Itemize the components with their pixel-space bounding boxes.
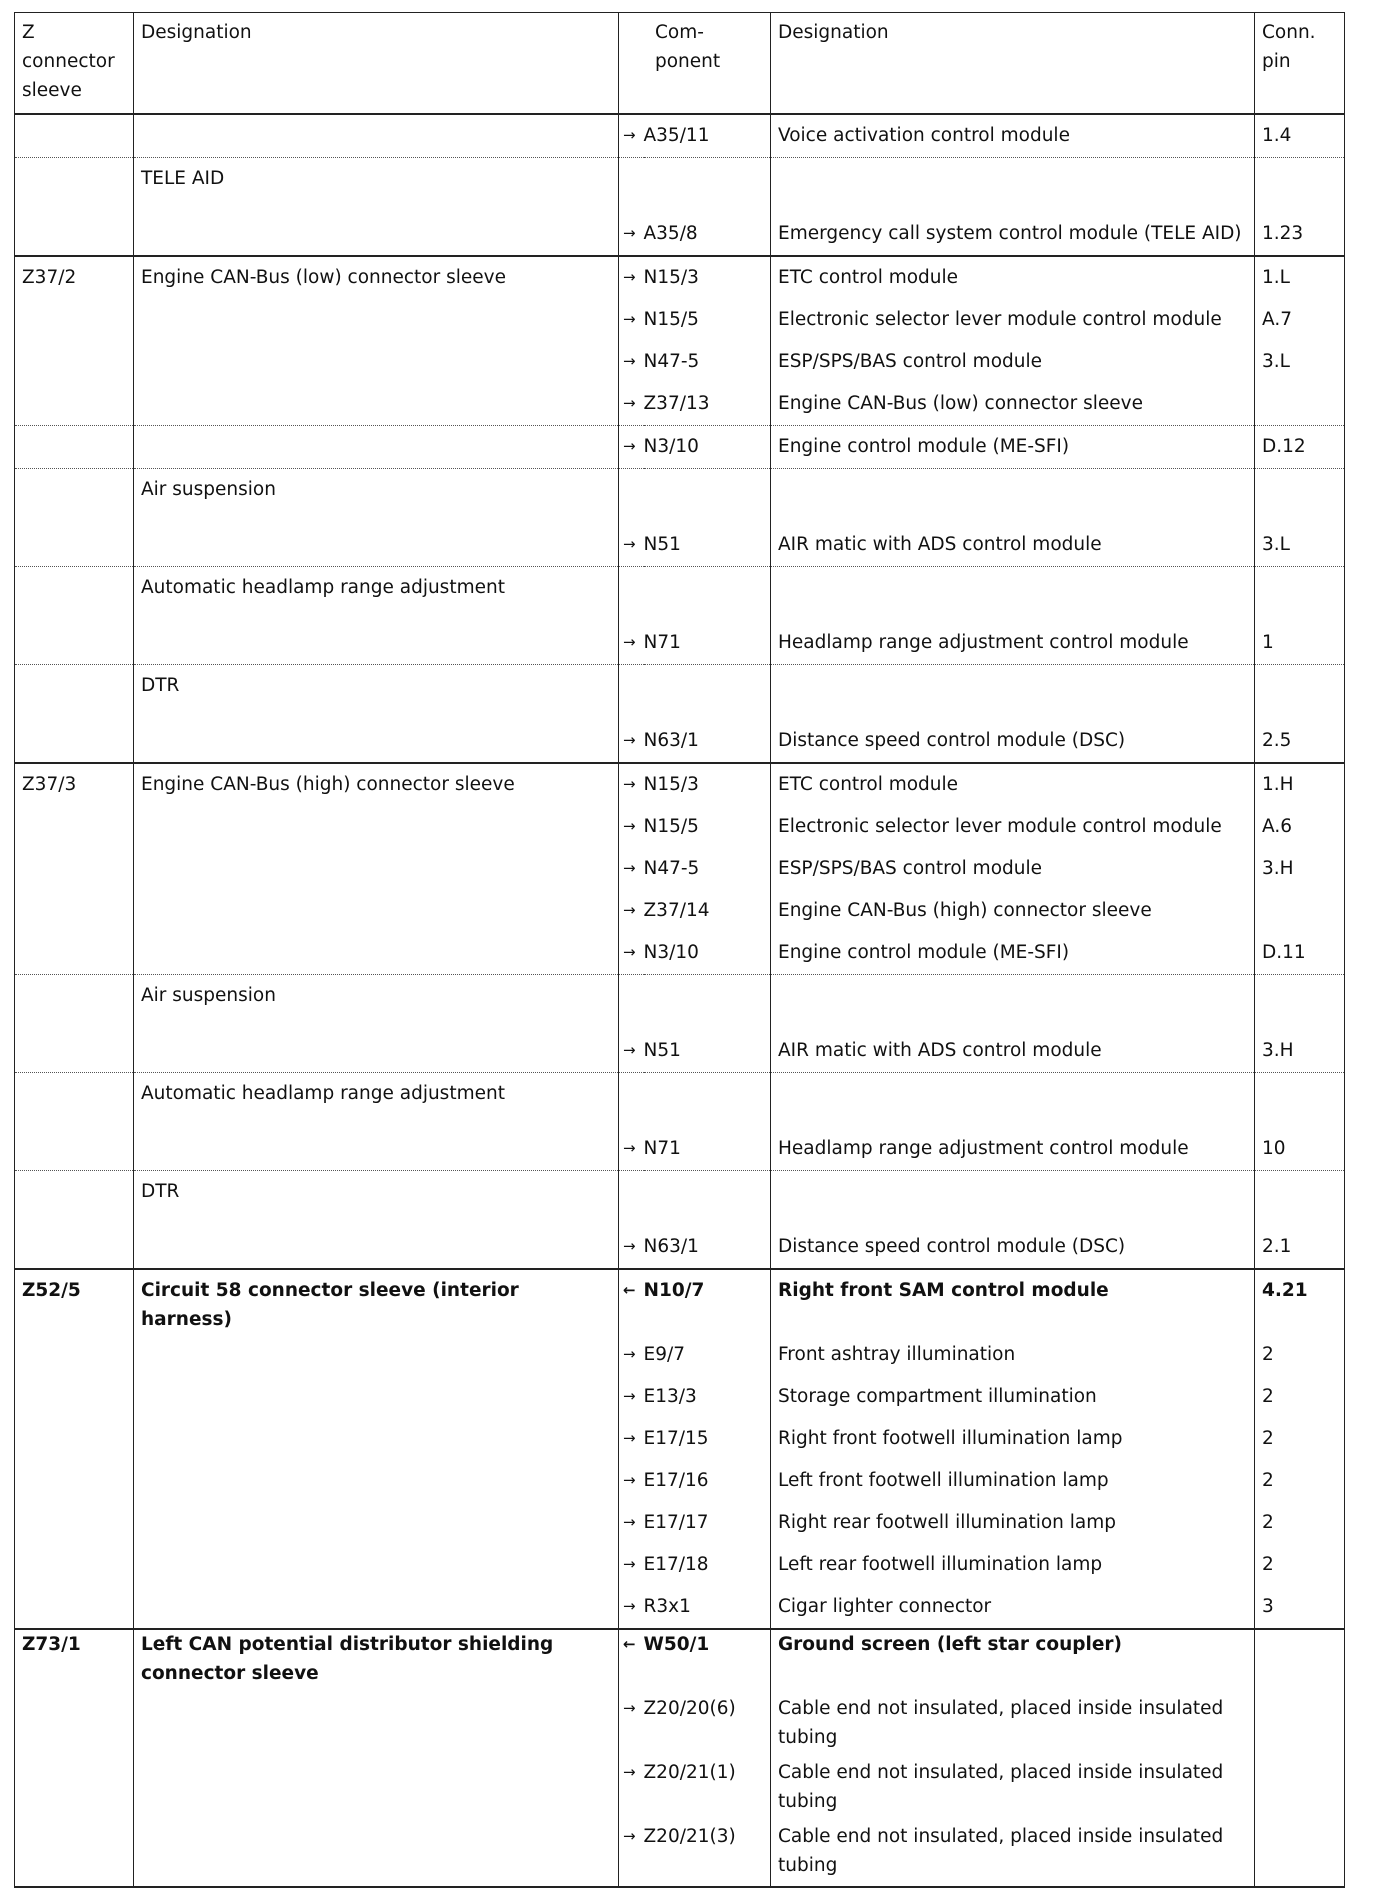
table-row — [15, 1544, 1345, 1586]
row-arrow: → — [623, 1555, 636, 1573]
row-designation — [134, 383, 619, 426]
table-row — [15, 890, 1345, 932]
row-arrow: → — [623, 1763, 636, 1781]
row-connector-pin — [1255, 1694, 1345, 1758]
row-designation: Air suspension — [134, 975, 619, 1031]
row-sleeve — [15, 720, 134, 763]
row-component: W50/1 — [644, 1629, 771, 1694]
row-component: Z37/14 — [644, 890, 771, 932]
row-arrow: → — [619, 256, 644, 299]
row-arrow: → — [623, 859, 636, 877]
row-designation — [134, 1822, 619, 1887]
row-sleeve — [15, 524, 134, 567]
row-arrow: → — [623, 394, 636, 412]
row-component — [644, 567, 771, 623]
table-row — [15, 665, 1345, 721]
row-component: N51 — [644, 1030, 771, 1073]
table-row — [15, 1460, 1345, 1502]
row-component-designation: Cable end not insulated, placed inside insulated tubing — [771, 1694, 1255, 1758]
row-component: N15/5 — [644, 806, 771, 848]
row-component: R3x1 — [644, 1586, 771, 1629]
row-component: N47-5 — [644, 341, 771, 383]
table-row — [15, 383, 1345, 426]
row-designation — [134, 848, 619, 890]
row-designation: Air suspension — [134, 469, 619, 525]
row-connector-pin: D.12 — [1255, 426, 1345, 469]
row-arrow — [619, 158, 644, 214]
row-connector-pin — [1255, 158, 1345, 214]
row-connector-pin: 4.21 — [1255, 1269, 1345, 1334]
row-component-designation: AIR matic with ADS control module — [771, 1030, 1255, 1073]
row-component — [644, 469, 771, 525]
row-connector-pin: A.6 — [1255, 806, 1345, 848]
table-row — [15, 806, 1345, 848]
row-connector-pin — [1255, 469, 1345, 525]
row-sleeve — [15, 1822, 134, 1887]
row-connector-pin — [1255, 383, 1345, 426]
header-component-designation: Designation — [771, 13, 1255, 115]
row-sleeve — [15, 158, 134, 214]
row-component-designation — [771, 1171, 1255, 1227]
table-row — [15, 1334, 1345, 1376]
table-row — [15, 567, 1345, 623]
row-designation: Left CAN potential distributor shielding connector sleeve — [134, 1629, 619, 1694]
row-connector-pin: 2 — [1255, 1460, 1345, 1502]
row-component-designation: Right front SAM control module — [771, 1269, 1255, 1334]
row-component: N51 — [644, 524, 771, 567]
row-component-designation — [771, 1073, 1255, 1129]
row-component-designation: Distance speed control module (DSC) — [771, 1226, 1255, 1269]
row-connector-pin: 2.5 — [1255, 720, 1345, 763]
row-designation — [134, 1502, 619, 1544]
row-connector-pin — [1255, 567, 1345, 623]
row-arrow: → — [623, 224, 636, 242]
row-component: N15/3 — [644, 256, 771, 299]
row-connector-pin: A.7 — [1255, 299, 1345, 341]
table-row — [15, 622, 1345, 665]
table-row — [15, 720, 1345, 763]
row-component-designation: Headlamp range adjustment control module — [771, 1128, 1255, 1171]
row-arrow: → — [623, 1471, 636, 1489]
row-sleeve — [15, 1334, 134, 1376]
table-row — [15, 1502, 1345, 1544]
row-arrow: → — [623, 1345, 636, 1363]
row-arrow: → — [623, 1513, 636, 1531]
row-component: N71 — [644, 1128, 771, 1171]
row-component-designation: Engine CAN-Bus (low) connector sleeve — [771, 383, 1255, 426]
row-connector-pin: 3.L — [1255, 341, 1345, 383]
row-component — [644, 975, 771, 1031]
row-component: A35/8 — [644, 213, 771, 256]
row-arrow: → — [619, 763, 644, 806]
row-sleeve — [15, 213, 134, 256]
row-designation — [134, 1128, 619, 1171]
row-component: Z20/21(3) — [644, 1822, 771, 1887]
table-row — [15, 975, 1345, 1031]
row-designation — [134, 114, 619, 158]
row-sleeve — [15, 1128, 134, 1171]
row-arrow: → — [623, 943, 636, 961]
row-connector-pin: 2 — [1255, 1544, 1345, 1586]
row-sleeve — [15, 469, 134, 525]
row-component-designation: Left front footwell illumination lamp — [771, 1460, 1255, 1502]
row-component: N71 — [644, 622, 771, 665]
row-arrow — [619, 1073, 644, 1129]
row-connector-pin — [1255, 1822, 1345, 1887]
row-connector-pin: 3.L — [1255, 524, 1345, 567]
row-arrow — [619, 1171, 644, 1227]
row-arrow: → — [623, 1597, 636, 1615]
row-sleeve — [15, 567, 134, 623]
row-sleeve — [15, 1376, 134, 1418]
row-component: E17/18 — [644, 1544, 771, 1586]
row-designation — [134, 1758, 619, 1822]
row-sleeve — [15, 1418, 134, 1460]
row-component: Z20/21(1) — [644, 1758, 771, 1822]
row-component: N15/3 — [644, 763, 771, 806]
row-component-designation: Right rear footwell illumination lamp — [771, 1502, 1255, 1544]
row-arrow: → — [623, 901, 636, 919]
row-connector-pin: 3 — [1255, 1586, 1345, 1629]
table-row — [15, 1269, 1345, 1334]
row-arrow: → — [623, 1387, 636, 1405]
row-component-designation: Engine CAN-Bus (high) connector sleeve — [771, 890, 1255, 932]
row-designation — [134, 720, 619, 763]
row-arrow: → — [619, 1822, 644, 1887]
row-component-designation: Engine control module (ME-SFI) — [771, 426, 1255, 469]
row-component: E17/16 — [644, 1460, 771, 1502]
row-designation: Engine CAN-Bus (low) connector sleeve — [134, 256, 619, 299]
row-designation: DTR — [134, 1171, 619, 1227]
row-arrow: → — [623, 310, 636, 328]
row-sleeve — [15, 1460, 134, 1502]
row-arrow: ← — [619, 1629, 644, 1694]
row-designation — [134, 341, 619, 383]
row-connector-pin — [1255, 1171, 1345, 1227]
row-designation — [134, 1226, 619, 1269]
row-arrow — [619, 975, 644, 1031]
row-component-designation: Cigar lighter connector — [771, 1586, 1255, 1629]
table-header-row — [15, 13, 1345, 115]
row-sleeve: Z52/5 — [15, 1269, 134, 1334]
row-designation — [134, 622, 619, 665]
row-designation — [134, 213, 619, 256]
row-component: Z37/13 — [644, 383, 771, 426]
table-row — [15, 1030, 1345, 1073]
row-component — [644, 665, 771, 721]
row-connector-pin — [1255, 975, 1345, 1031]
table-row — [15, 932, 1345, 975]
header-designation: Designation — [134, 13, 619, 115]
table-row — [15, 213, 1345, 256]
row-component: Z20/20(6) — [644, 1694, 771, 1758]
table-row — [15, 114, 1345, 158]
connector-sleeve-document — [14, 12, 1344, 1888]
table-row — [15, 1226, 1345, 1269]
table-body — [15, 114, 1345, 1887]
row-component: A35/11 — [644, 114, 771, 158]
row-component-designation: ETC control module — [771, 256, 1255, 299]
row-designation — [134, 524, 619, 567]
row-arrow: ← — [619, 1269, 644, 1334]
table-row — [15, 469, 1345, 525]
row-arrow: → — [623, 1429, 636, 1447]
row-designation — [134, 806, 619, 848]
row-sleeve — [15, 299, 134, 341]
row-designation — [134, 1334, 619, 1376]
row-component: E17/17 — [644, 1502, 771, 1544]
row-sleeve: Z73/1 — [15, 1629, 134, 1694]
row-arrow: → — [623, 352, 636, 370]
row-sleeve — [15, 114, 134, 158]
row-arrow — [619, 469, 644, 525]
row-designation: DTR — [134, 665, 619, 721]
row-designation — [134, 1030, 619, 1073]
row-designation: Automatic headlamp range adjustment — [134, 567, 619, 623]
row-connector-pin: 3.H — [1255, 1030, 1345, 1073]
row-designation — [134, 1544, 619, 1586]
row-component: N47-5 — [644, 848, 771, 890]
row-designation — [134, 299, 619, 341]
row-connector-pin — [1255, 1629, 1345, 1694]
row-connector-pin: 2.1 — [1255, 1226, 1345, 1269]
row-component-designation: Right front footwell illumination lamp — [771, 1418, 1255, 1460]
row-sleeve — [15, 1544, 134, 1586]
row-designation — [134, 1460, 619, 1502]
row-connector-pin: 3.H — [1255, 848, 1345, 890]
row-component-designation: Storage compartment illumination — [771, 1376, 1255, 1418]
row-sleeve — [15, 341, 134, 383]
table-row — [15, 1418, 1345, 1460]
table-row — [15, 299, 1345, 341]
row-designation — [134, 1694, 619, 1758]
row-connector-pin: 2 — [1255, 1376, 1345, 1418]
row-designation — [134, 1586, 619, 1629]
row-sleeve — [15, 426, 134, 469]
row-connector-pin: 2 — [1255, 1334, 1345, 1376]
row-component — [644, 1171, 771, 1227]
row-connector-pin: 1.4 — [1255, 114, 1345, 158]
row-component — [644, 158, 771, 214]
row-arrow: → — [623, 731, 636, 749]
row-component: E9/7 — [644, 1334, 771, 1376]
row-component: N15/5 — [644, 299, 771, 341]
row-component-designation: Front ashtray illumination — [771, 1334, 1255, 1376]
row-component-designation — [771, 469, 1255, 525]
row-component-designation: ESP/SPS/BAS control module — [771, 341, 1255, 383]
row-sleeve — [15, 1586, 134, 1629]
table-row — [15, 1694, 1345, 1758]
table-row — [15, 341, 1345, 383]
row-sleeve — [15, 1171, 134, 1227]
row-component: N3/10 — [644, 932, 771, 975]
table-row — [15, 1073, 1345, 1129]
row-arrow: → — [623, 633, 636, 651]
row-component-designation — [771, 158, 1255, 214]
row-designation: Engine CAN-Bus (high) connector sleeve — [134, 763, 619, 806]
table-row — [15, 1586, 1345, 1629]
row-component-designation: Headlamp range adjustment control module — [771, 622, 1255, 665]
row-component-designation: Engine control module (ME-SFI) — [771, 932, 1255, 975]
header-connector-pin: Conn. pin — [1255, 13, 1345, 115]
row-component-designation: Cable end not insulated, placed inside insulated tubing — [771, 1758, 1255, 1822]
row-component — [644, 1073, 771, 1129]
row-arrow: → — [623, 126, 636, 144]
row-component-designation: Emergency call system control module (TELE AID) — [771, 213, 1255, 256]
row-component-designation: Cable end not insulated, placed inside insulated tubing — [771, 1822, 1255, 1887]
row-component-designation: ETC control module — [771, 763, 1255, 806]
row-component: N63/1 — [644, 720, 771, 763]
row-arrow: → — [623, 1237, 636, 1255]
row-component-designation: Distance speed control module (DSC) — [771, 720, 1255, 763]
row-arrow: → — [619, 426, 644, 469]
table-row — [15, 524, 1345, 567]
table-row — [15, 848, 1345, 890]
row-sleeve — [15, 1502, 134, 1544]
row-connector-pin: 1.H — [1255, 763, 1345, 806]
row-sleeve — [15, 932, 134, 975]
row-sleeve: Z37/3 — [15, 763, 134, 806]
row-connector-pin: 2 — [1255, 1502, 1345, 1544]
row-connector-pin: 1.L — [1255, 256, 1345, 299]
row-sleeve — [15, 665, 134, 721]
row-designation — [134, 1418, 619, 1460]
table-row — [15, 426, 1345, 469]
row-sleeve — [15, 806, 134, 848]
row-connector-pin — [1255, 665, 1345, 721]
row-connector-pin: 1.23 — [1255, 213, 1345, 256]
row-sleeve — [15, 383, 134, 426]
row-component: E17/15 — [644, 1418, 771, 1460]
row-connector-pin — [1255, 1073, 1345, 1129]
row-sleeve: Z37/2 — [15, 256, 134, 299]
row-component-designation — [771, 567, 1255, 623]
row-designation: Automatic headlamp range adjustment — [134, 1073, 619, 1129]
row-designation — [134, 426, 619, 469]
row-sleeve — [15, 1073, 134, 1129]
connector-sleeve-table — [14, 12, 1345, 1888]
table-row — [15, 1822, 1345, 1887]
row-component-designation: Left rear footwell illumination lamp — [771, 1544, 1255, 1586]
row-arrow — [619, 567, 644, 623]
row-sleeve — [15, 1226, 134, 1269]
table-row — [15, 1376, 1345, 1418]
row-arrow: → — [623, 1041, 636, 1059]
table-row — [15, 1128, 1345, 1171]
row-sleeve — [15, 1030, 134, 1073]
table-row — [15, 256, 1345, 299]
row-component-designation: Electronic selector lever module control module — [771, 806, 1255, 848]
row-component: N63/1 — [644, 1226, 771, 1269]
row-designation: Circuit 58 connector sleeve (interior harness) — [134, 1269, 619, 1334]
row-arrow: → — [623, 535, 636, 553]
row-designation — [134, 932, 619, 975]
row-connector-pin: 2 — [1255, 1418, 1345, 1460]
row-component: N10/7 — [644, 1269, 771, 1334]
row-sleeve — [15, 848, 134, 890]
row-connector-pin — [1255, 1758, 1345, 1822]
row-sleeve — [15, 975, 134, 1031]
row-component-designation: Ground screen (left star coupler) — [771, 1629, 1255, 1694]
row-component: E13/3 — [644, 1376, 771, 1418]
row-sleeve — [15, 890, 134, 932]
row-component-designation — [771, 975, 1255, 1031]
table-row — [15, 1758, 1345, 1822]
row-connector-pin: 1 — [1255, 622, 1345, 665]
header-component-label: Com- ponent — [655, 22, 721, 72]
row-connector-pin: 10 — [1255, 1128, 1345, 1171]
table-row — [15, 158, 1345, 214]
header-z-connector-sleeve: Z connector sleeve — [15, 13, 134, 115]
row-component-designation: Electronic selector lever module control module — [771, 299, 1255, 341]
row-sleeve — [15, 1694, 134, 1758]
row-designation — [134, 1376, 619, 1418]
header-component — [619, 13, 771, 115]
row-connector-pin — [1255, 890, 1345, 932]
row-component-designation: Voice activation control module — [771, 114, 1255, 158]
row-connector-pin: D.11 — [1255, 932, 1345, 975]
row-designation — [134, 890, 619, 932]
row-arrow: → — [623, 1139, 636, 1157]
row-sleeve — [15, 622, 134, 665]
table-row — [15, 1171, 1345, 1227]
row-component-designation — [771, 665, 1255, 721]
row-component: N3/10 — [644, 426, 771, 469]
table-row — [15, 1629, 1345, 1694]
row-arrow: → — [623, 817, 636, 835]
table-row — [15, 763, 1345, 806]
row-sleeve — [15, 1758, 134, 1822]
row-designation: TELE AID — [134, 158, 619, 214]
row-arrow — [619, 665, 644, 721]
row-arrow: → — [623, 1699, 636, 1717]
row-component-designation: ESP/SPS/BAS control module — [771, 848, 1255, 890]
row-component-designation: AIR matic with ADS control module — [771, 524, 1255, 567]
